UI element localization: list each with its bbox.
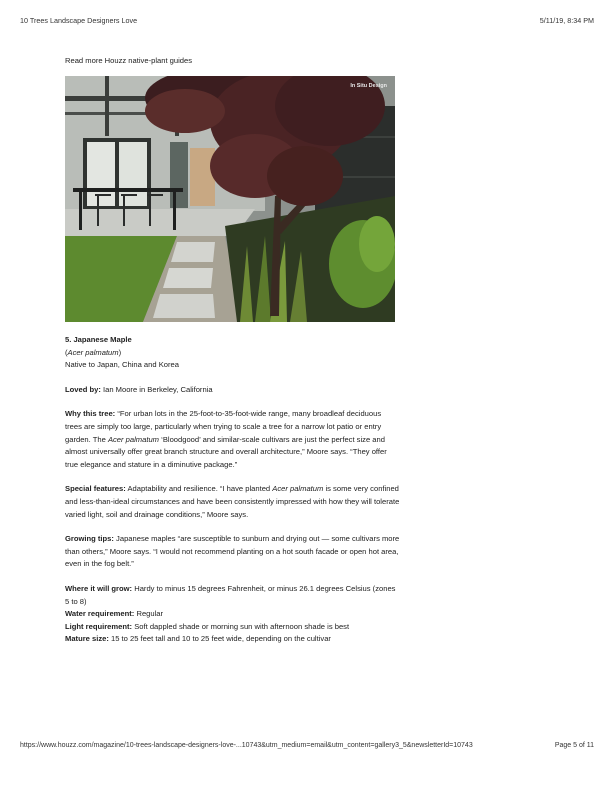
garden-illustration — [65, 76, 395, 322]
article-body — [65, 334, 400, 646]
print-footer-url: https://www.houzz.com/magazine/10-trees-landscape-designers-love-...10743&utm_medium=email&utm_content=gallery3_5&newsletterId=10743 — [20, 742, 473, 749]
water-requirement: Water requirement: Regular — [65, 609, 164, 619]
special-features: Special features: Adaptability and resilience. “I have planted Acer palmatum is some very confined and less-than-ideal circumstances and have been consistently impressed with how they will tolerate varied light, soil and drainage conditions,” Moore says. — [65, 484, 400, 519]
where-it-will-grow: Where it will grow: Hardy to minus 15 degrees Fahrenheit, or minus 26.1 degrees Celsius (zones 5 to 8) — [65, 583, 396, 606]
print-header-title: 10 Trees Landscape Designers Love — [20, 16, 138, 25]
loved-by: Loved by: Ian Moore in Berkeley, California — [65, 384, 213, 394]
read-more-link[interactable]: Read more Houzz native-plant guides — [65, 56, 193, 65]
japanese-maple-photo — [65, 76, 395, 322]
growing-tips: Growing tips: Japanese maples “are susceptible to sunburn and drying out — some cultivars more than others,” Moore says. “I would not recommend planting on a hot south facade or open hot area, even in the fog belt.” — [65, 534, 400, 569]
light-requirement: Light requirement: Soft dappled shade or morning sun with afternoon shade is best — [65, 621, 350, 631]
photo-credit: In Situ Design — [350, 83, 387, 89]
print-header-datetime: 5/11/19, 8:34 PM — [539, 16, 594, 25]
latin-name: (Acer palmatum) — [65, 347, 122, 357]
native-range: Native to Japan, China and Korea — [65, 360, 179, 370]
why-this-tree: Why this tree: “For urban lots in the 25-foot-to-35-foot-wide range, many broadleaf deciduous trees are simply too large, particularly when trying to scale a tree for a narrow lot patio or entry garden. The Acer palmatum ‘Bloodgood’ and similar-scale cultivars are just the perfect size and almost universally offer great branch structure and overall architecture,” Moore says. “They offer true elegance and stature in a diminutive package.” — [65, 409, 387, 469]
mature-size: Mature size: 15 to 25 feet tall and 10 to 25 feet wide, depending on the cultivar — [65, 634, 331, 644]
print-footer-page: Page 5 of 11 — [554, 742, 594, 749]
tree-heading: 5. Japanese Maple — [65, 335, 132, 344]
